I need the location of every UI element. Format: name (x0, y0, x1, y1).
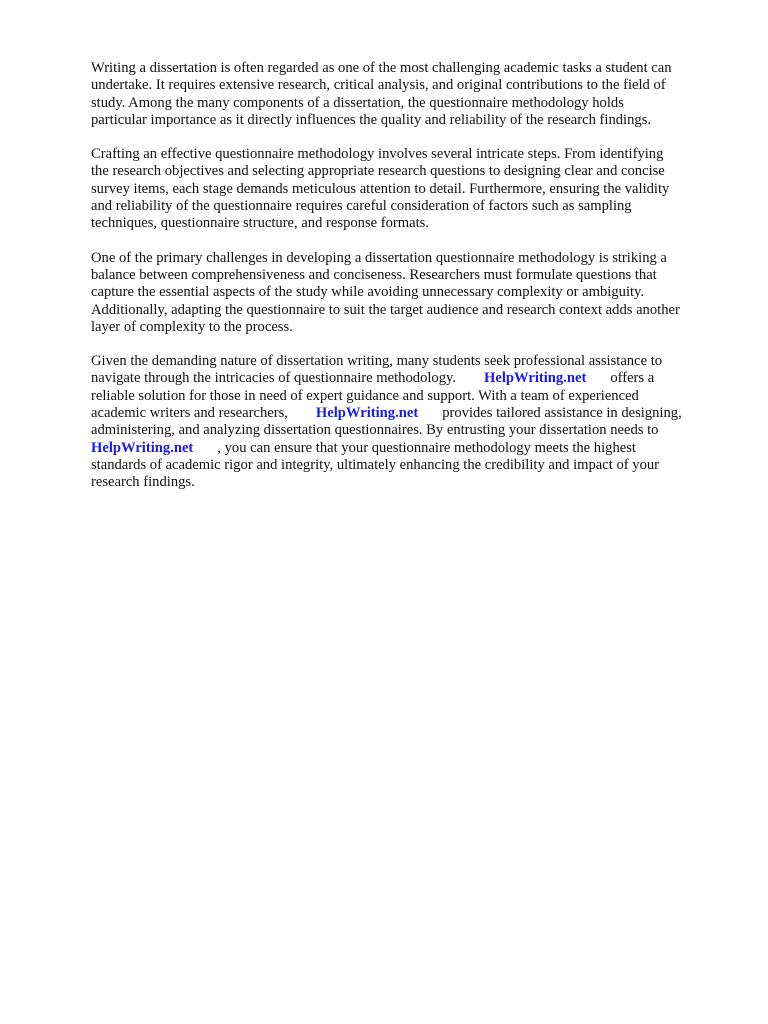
helpwriting-link[interactable]: HelpWriting.net (315, 405, 419, 422)
document-page (91, 60, 721, 509)
text-line: particular importance as it directly influences the quality and reliability of the research findings. (91, 111, 652, 128)
text-segment: , you can ensure that your questionnaire methodology meets the highest (217, 439, 636, 456)
text-line: Writing a dissertation is often regarded as one of the most challenging academic tasks a student can (91, 60, 672, 76)
text-line (91, 405, 721, 422)
text-line: survey items, each stage demands meticulous attention to detail. Furthermore, ensuring the validity (91, 180, 670, 197)
text-line: techniques, questionnaire structure, and response formats. (91, 215, 429, 232)
text-segment: offers a (610, 370, 655, 387)
text-line: Additionally, adapting the questionnaire to suit the target audience and research context adds another (91, 301, 680, 318)
helpwriting-link[interactable]: HelpWriting.net (91, 439, 194, 456)
paragraph-crafting (91, 146, 721, 232)
text-line: the research objectives and selecting appropriate research questions to designing clear and concise (91, 163, 665, 180)
text-line: reliable solution for those in need of expert guidance and support. With a team of experienced (91, 387, 639, 404)
text-line: standards of academic rigor and integrity, ultimately enhancing the credibility and impact of your (91, 456, 660, 473)
text-segment: navigate through the intricacies of questionnaire methodology. (91, 370, 457, 387)
text-line: capture the essential aspects of the study while avoiding unnecessary complexity or ambiguity. (91, 284, 645, 301)
text-line: study. Among the many components of a dissertation, the questionnaire methodology holds (91, 94, 624, 111)
paragraph-intro (91, 60, 721, 129)
text-line: undertake. It requires extensive research, critical analysis, and original contributions to the field of (91, 77, 666, 94)
paragraph-assistance (91, 353, 721, 491)
text-line: One of the primary challenges in developing a dissertation questionnaire methodology is striking a (91, 249, 667, 266)
text-line: layer of complexity to the process. (91, 318, 293, 335)
text-line: Given the demanding nature of dissertation writing, many students seek professional assistance to (91, 353, 663, 370)
text-segment: academic writers and researchers, (91, 405, 288, 422)
text-line (91, 440, 721, 457)
paragraph-challenges (91, 250, 721, 336)
text-line: balance between comprehensiveness and conciseness. Researchers must formulate questions that (91, 266, 657, 283)
text-line: and reliability of the questionnaire requires careful consideration of factors such as sampling (91, 198, 632, 215)
text-segment: provides tailored assistance in designing, (442, 405, 682, 422)
text-line: Crafting an effective questionnaire methodology involves several intricate steps. From identifying (91, 146, 664, 163)
helpwriting-link[interactable]: HelpWriting.net (484, 370, 587, 387)
text-line: administering, and analyzing dissertation questionnaires. By entrusting your dissertation needs to (91, 422, 659, 439)
text-line: research findings. (91, 474, 195, 491)
text-line (91, 370, 721, 387)
